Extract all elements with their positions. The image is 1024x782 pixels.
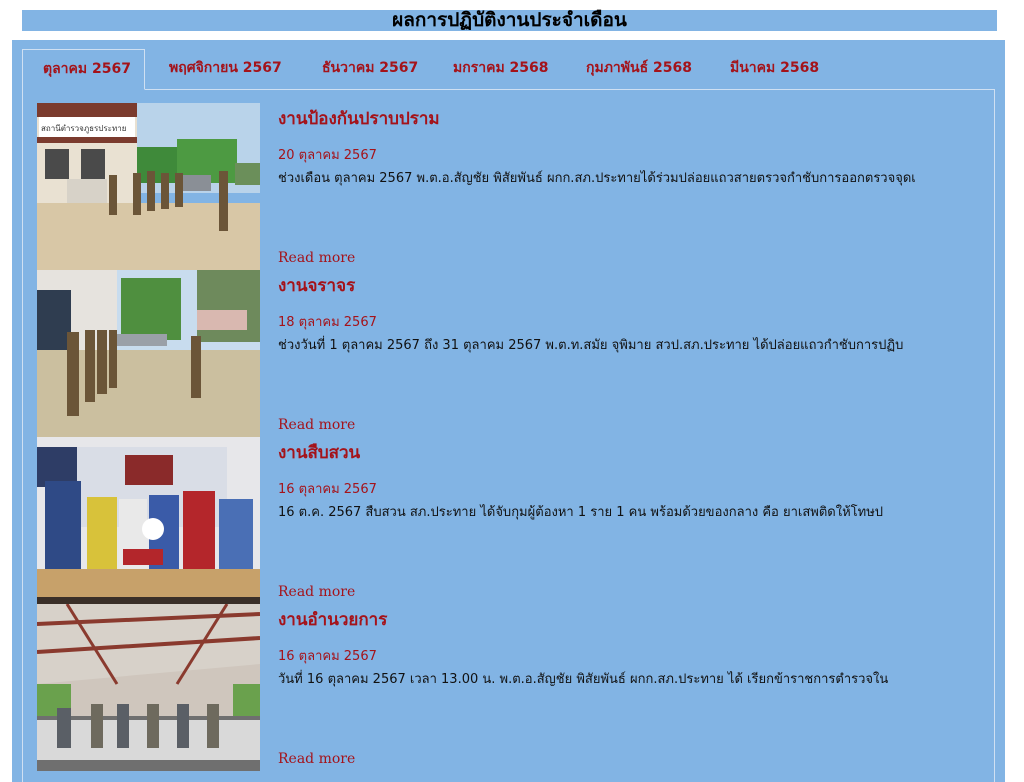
article-item: [37, 270, 987, 437]
article-excerpt: ช่วงเดือน ตุลาคม 2567 พ.ต.อ.สัญชัย พิสัยพันธ์ ผกก.สภ.ประทายได้ร่วมปล่อยแถวสายตรวจกำชับการออกตรวจจุดเ: [278, 171, 916, 186]
tab-content: [22, 89, 995, 782]
tab-march-2568[interactable]: มีนาคม 2568: [730, 60, 820, 76]
tab-october-2567[interactable]: ตุลาคม 2567: [22, 49, 145, 90]
article-date: 18 ตุลาคม 2567: [278, 315, 377, 330]
article-title[interactable]: งานป้องกันปราบปราม: [278, 109, 440, 129]
monthly-results-panel: [12, 40, 1005, 782]
article-item: [37, 604, 987, 771]
article-date: 20 ตุลาคม 2567: [278, 148, 377, 163]
station-sign-text: สถานีตำรวจภูธรประทาย: [41, 124, 127, 133]
tab-february-2568[interactable]: กุมภาพันธ์ 2568: [586, 60, 692, 76]
article-excerpt: วันที่ 16 ตุลาคม 2567 เวลา 13.00 น. พ.ต.อ.สัญชัย พิสัยพันธ์ ผกก.สภ.ประทาย ได้ เรียกข้าราชการตำรวจใน: [278, 672, 889, 687]
article-thumbnail[interactable]: [37, 103, 260, 270]
page-title: ผลการปฏิบัติงานประจำเดือน: [22, 10, 997, 31]
article-title[interactable]: งานอำนวยการ: [278, 610, 388, 630]
article-date: 16 ตุลาคม 2567: [278, 482, 377, 497]
article-thumbnail[interactable]: [37, 604, 260, 771]
read-more-link[interactable]: Read more: [278, 751, 356, 767]
read-more-link[interactable]: Read more: [278, 250, 356, 266]
article-item: [37, 437, 987, 604]
read-more-link[interactable]: Read more: [278, 417, 356, 433]
article-title[interactable]: งานสืบสวน: [278, 443, 361, 463]
article-thumbnail[interactable]: [37, 270, 260, 437]
tab-december-2567[interactable]: ธันวาคม 2567: [322, 60, 419, 76]
article-thumbnail[interactable]: [37, 437, 260, 604]
article-excerpt: 16 ต.ค. 2567 สืบสวน สภ.ประทาย ได้จับกุมผู้ต้องหา 1 ราย 1 คน พร้อมด้วยของกลาง คือ ยาเสพติดให้โทษป: [278, 505, 884, 520]
article-title[interactable]: งานจราจร: [278, 276, 356, 296]
month-tabs: [22, 49, 995, 90]
tab-january-2568[interactable]: มกราคม 2568: [453, 60, 549, 76]
article-date: 16 ตุลาคม 2567: [278, 649, 377, 664]
tab-november-2567[interactable]: พฤศจิกายน 2567: [169, 60, 282, 76]
article-excerpt: ช่วงวันที่ 1 ตุลาคม 2567 ถึง 31 ตุลาคม 2567 พ.ต.ท.สมัย จุพิมาย สวป.สภ.ประทาย ได้ปล่อยแถวกำชับการปฏิบ: [278, 338, 904, 353]
article-item: [37, 103, 987, 270]
read-more-link[interactable]: Read more: [278, 584, 356, 600]
